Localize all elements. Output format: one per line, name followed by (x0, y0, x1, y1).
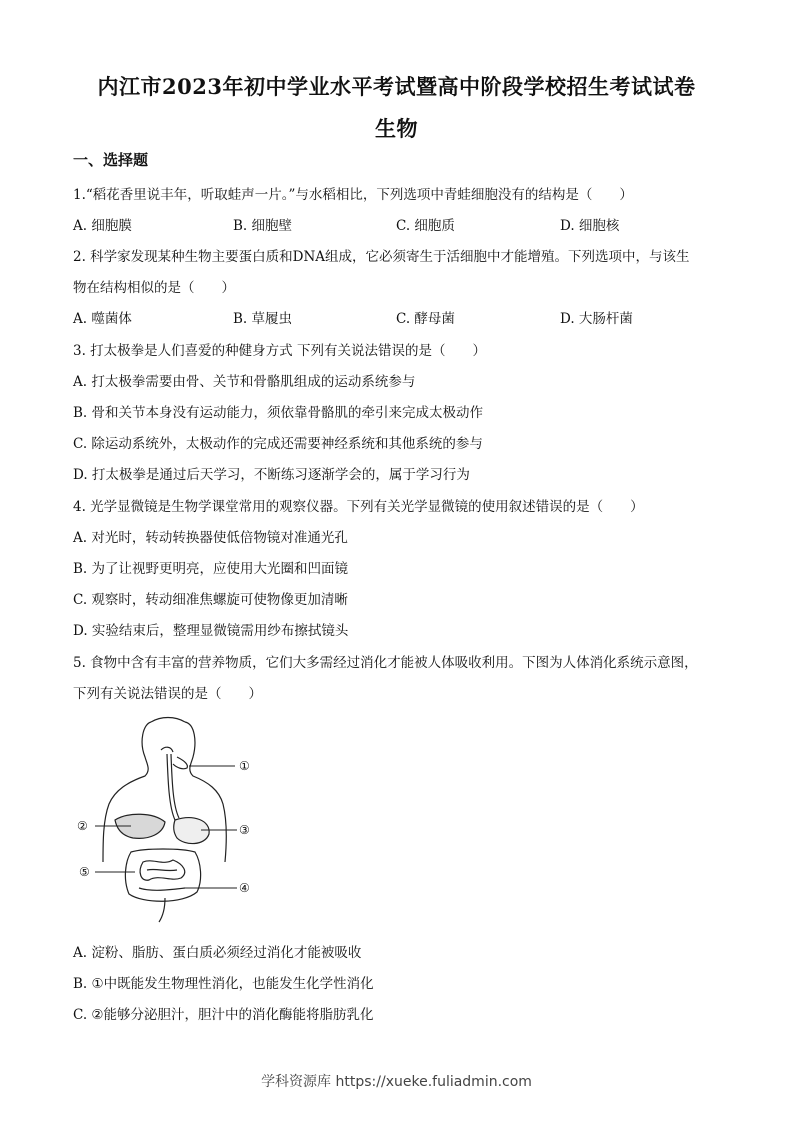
question-1-option-b: B. 细胞壁 (233, 218, 293, 234)
exam-title: 内江市2023年初中学业水平考试暨高中阶段学校招生考试试卷 (97, 74, 696, 99)
label-2: ② (77, 819, 88, 833)
question-2-stem-line-2: 物在结构相似的是（ ） (73, 280, 235, 296)
question-1-stem: 1.“稻花香里说丰年，听取蛙声一片。”与水稻相比，下列选项中青蛙细胞没有的结构是（ ） (73, 187, 633, 203)
question-1-option-c: C. 细胞质 (396, 218, 455, 234)
question-2-stem-line-1: 2. 科学家发现某种生物主要蛋白质和DNA组成，它必须寄生于活细胞中才能增殖。下列选项中，与该生 (73, 249, 690, 265)
question-3-stem: 3. 打太极拳是人们喜爱的种健身方式 下列有关说法错误的是（ ） (73, 343, 486, 359)
large-intestine (125, 849, 200, 901)
question-4-option-a: A. 对光时，转动转换器使低倍物镜对准通光孔 (73, 530, 348, 546)
body-outline-left (103, 722, 151, 862)
question-3-option-d: D. 打太极拳是通过后天学习，不断练习逐渐学会的，属于学习行为 (73, 467, 470, 483)
question-5-option-c: C. ②能够分泌胆汁，胆汁中的消化酶能将脂肪乳化 (73, 1007, 374, 1023)
question-1-option-a: A. 细胞膜 (73, 218, 132, 234)
question-4-option-b: B. 为了让视野更明亮，应使用大光圈和凹面镜 (73, 561, 349, 577)
question-2-option-a: A. 噬菌体 (73, 311, 132, 327)
question-3-option-a: A. 打太极拳需要由骨、关节和骨骼肌组成的运动系统参与 (73, 374, 416, 390)
section-heading: 一、选择题 (73, 151, 149, 169)
question-3-option-b: B. 骨和关节本身没有运动能力，须依靠骨骼肌的牵引来完成太极动作 (73, 405, 484, 421)
question-2-option-c: C. 酵母菌 (396, 311, 455, 327)
question-2-option-d: D. 大肠杆菌 (560, 311, 633, 327)
footer-watermark: 学科资源库 https://xueke.fuliadmin.com (261, 1074, 532, 1090)
exam-subject: 生物 (375, 116, 418, 141)
digestive-system-figure (73, 712, 273, 927)
head-top (151, 718, 185, 723)
question-5-stem-line-1: 5. 食物中含有丰富的营养物质，它们大多需经过消化才能被人体吸收利用。下图为人体消化系统示意图， (73, 655, 698, 671)
stomach (174, 818, 209, 844)
label-5: ⑤ (79, 865, 90, 879)
label-1: ① (239, 759, 250, 773)
question-4-stem: 4. 光学显微镜是生物学课堂常用的观察仪器。下列有关光学显微镜的使用叙述错误的是（ ） (73, 499, 644, 515)
question-5-stem-line-2: 下列有关说法错误的是（ ） (73, 686, 262, 702)
mouth-area (173, 757, 187, 769)
question-4-option-c: C. 观察时，转动细准焦螺旋可使物像更加清晰 (73, 592, 348, 608)
question-2-options (73, 307, 723, 327)
question-4-option-d: D. 实验结束后，整理显微镜需用纱布擦拭镜头 (73, 623, 349, 639)
digestive-system-diagram (73, 712, 273, 927)
question-2-option-b: B. 草履虫 (233, 311, 293, 327)
question-5-option-a: A. 淀粉、脂肪、蛋白质必须经过消化才能被吸收 (73, 945, 362, 961)
label-4: ④ (239, 881, 250, 895)
question-5-option-b: B. ①中既能发生物理性消化，也能发生化学性消化 (73, 976, 374, 992)
label-3: ③ (239, 823, 250, 837)
question-3-option-c: C. 除运动系统外，太极动作的完成还需要神经系统和其他系统的参与 (73, 436, 483, 452)
question-1-option-d: D. 细胞核 (560, 218, 620, 234)
question-1-options (73, 214, 723, 234)
